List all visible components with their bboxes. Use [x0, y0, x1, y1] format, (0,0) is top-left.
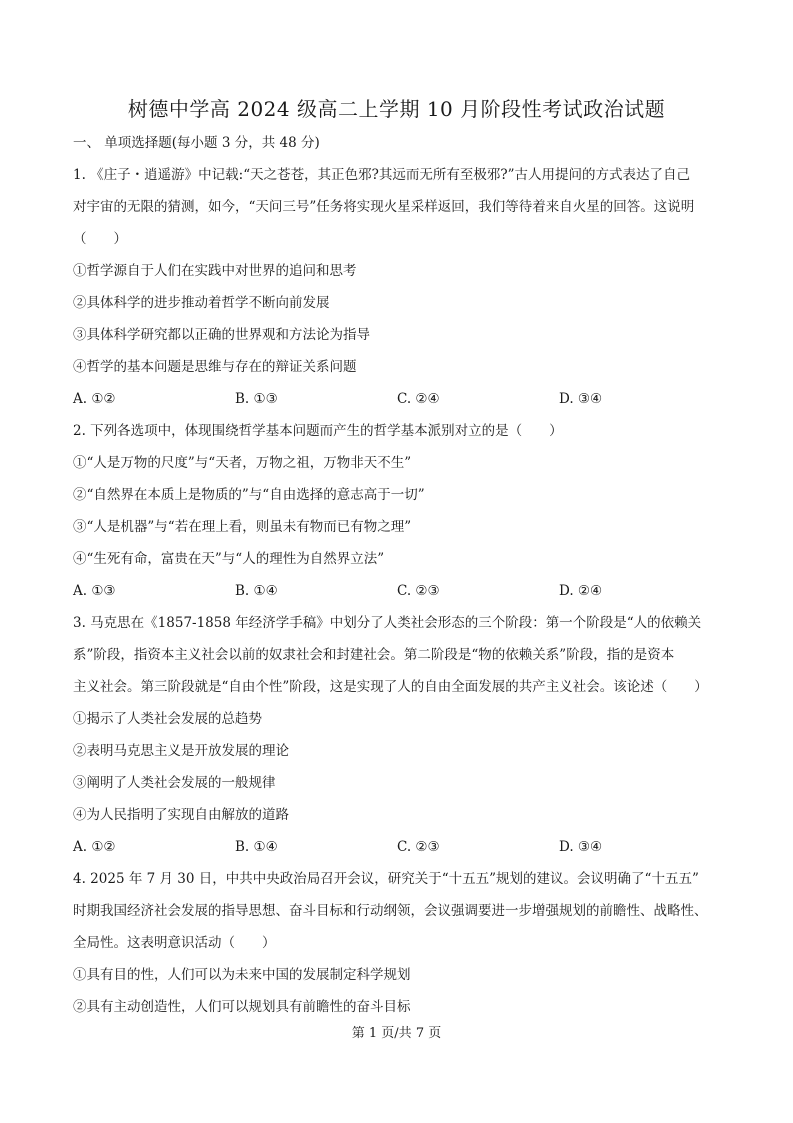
choice-d: D. ③④: [559, 839, 603, 855]
question-stem-line: 3. 马克思在《1857-1858 年经济学手稿》中划分了人类社会形态的三个阶段：第一个阶段是“人的依赖关: [73, 615, 702, 631]
statement-option: ③阐明了人类社会发展的一般规律: [73, 775, 276, 791]
answer-choices: [73, 581, 733, 602]
choice-d: D. ③④: [559, 391, 603, 407]
choice-b: B. ①④: [235, 583, 278, 599]
statement-option: ③“人是机器”与“若在理上看，则虽未有物而已有物之理”: [73, 519, 412, 535]
statement-option: ②“自然界在本质上是物质的”与“自由选择的意志高于一切”: [73, 487, 425, 503]
choice-c: C. ②③: [397, 839, 440, 855]
statement-option: ①哲学源自于人们在实践中对世界的追问和思考: [73, 263, 357, 279]
statement-option: ①“人是万物的尺度”与“天者，万物之祖，万物非天不生”: [73, 455, 412, 471]
answer-choices: [73, 837, 733, 858]
question-stem-line: 时期我国经济社会发展的指导思想、奋斗目标和行动纲领，会议强调要进一步增强规划的前瞻性、战略性、: [73, 903, 708, 919]
question-1: [73, 165, 733, 410]
choice-c: C. ②③: [397, 583, 440, 599]
question-stem-line: 2. 下列各选项中，体现围绕哲学基本问题而产生的哲学基本派别对立的是（ ）: [73, 423, 563, 439]
question-stem-line: 1. 《庄子・逍遥游》中记载:“天之苍苍，其正色邪?其远而无所有至极邪?”古人用提问的方式表达了自己: [73, 167, 690, 183]
page-footer: 第 1 页/共 7 页: [351, 1026, 442, 1041]
question-stem-line: 主义社会。第三阶段就是“自由个性”阶段，这是实现了人的自由全面发展的共产主义社会。该论述（ ）: [73, 679, 708, 695]
question-stem-line: 对宇宙的无限的猜测，如今，“天问三号”任务将实现火星采样返回，我们等待着来自火星的回答。这说明: [73, 199, 695, 215]
section-heading: 一、 单项选择题(每小题 3 分，共 48 分): [73, 135, 320, 151]
question-stem-line: 系”阶段，指资本主义社会以前的奴隶社会和封建社会。第二阶段是“物的依赖关系”阶段，指的是资本: [73, 647, 675, 663]
statement-option: ④为人民指明了实现自由解放的道路: [73, 807, 289, 823]
choice-b: B. ①③: [235, 391, 278, 407]
choice-b: B. ①④: [235, 839, 278, 855]
question-2: [73, 421, 733, 602]
question-stem-line: （ ）: [73, 231, 127, 247]
question-stem-line: 全局性。这表明意识活动（ ）: [73, 935, 276, 951]
statement-option: ②具体科学的进步推动着哲学不断向前发展: [73, 295, 330, 311]
statement-option: ④“生死有命，富贵在天”与“人的理性为自然界立法”: [73, 551, 385, 567]
exam-title: 树德中学高 2024 级高二上学期 10 月阶段性考试政治试题: [127, 97, 666, 121]
choice-c: C. ②④: [397, 391, 440, 407]
question-3: [73, 613, 733, 858]
question-4: [73, 869, 733, 1018]
statement-option: ①具有目的性，人们可以为未来中国的发展制定科学规划: [73, 967, 411, 983]
question-stem-line: 4. 2025 年 7 月 30 日，中共中央政治局召开会议，研究关于“十五五”规划的建议。会议明确了“十五五”: [73, 871, 699, 887]
choice-a: A. ①②: [73, 391, 116, 407]
choice-d: D. ②④: [559, 583, 603, 599]
statement-option: ②具有主动创造性，人们可以规划具有前瞻性的奋斗目标: [73, 999, 411, 1015]
statement-option: ①揭示了人类社会发展的总趋势: [73, 711, 262, 727]
choice-a: A. ①③: [73, 583, 116, 599]
statement-option: ③具体科学研究都以正确的世界观和方法论为指导: [73, 327, 370, 343]
choice-a: A. ①②: [73, 839, 116, 855]
statement-option: ④哲学的基本问题是思维与存在的辩证关系问题: [73, 359, 357, 375]
exam-content: [73, 133, 733, 1029]
answer-choices: [73, 389, 733, 410]
statement-option: ②表明马克思主义是开放发展的理论: [73, 743, 289, 759]
